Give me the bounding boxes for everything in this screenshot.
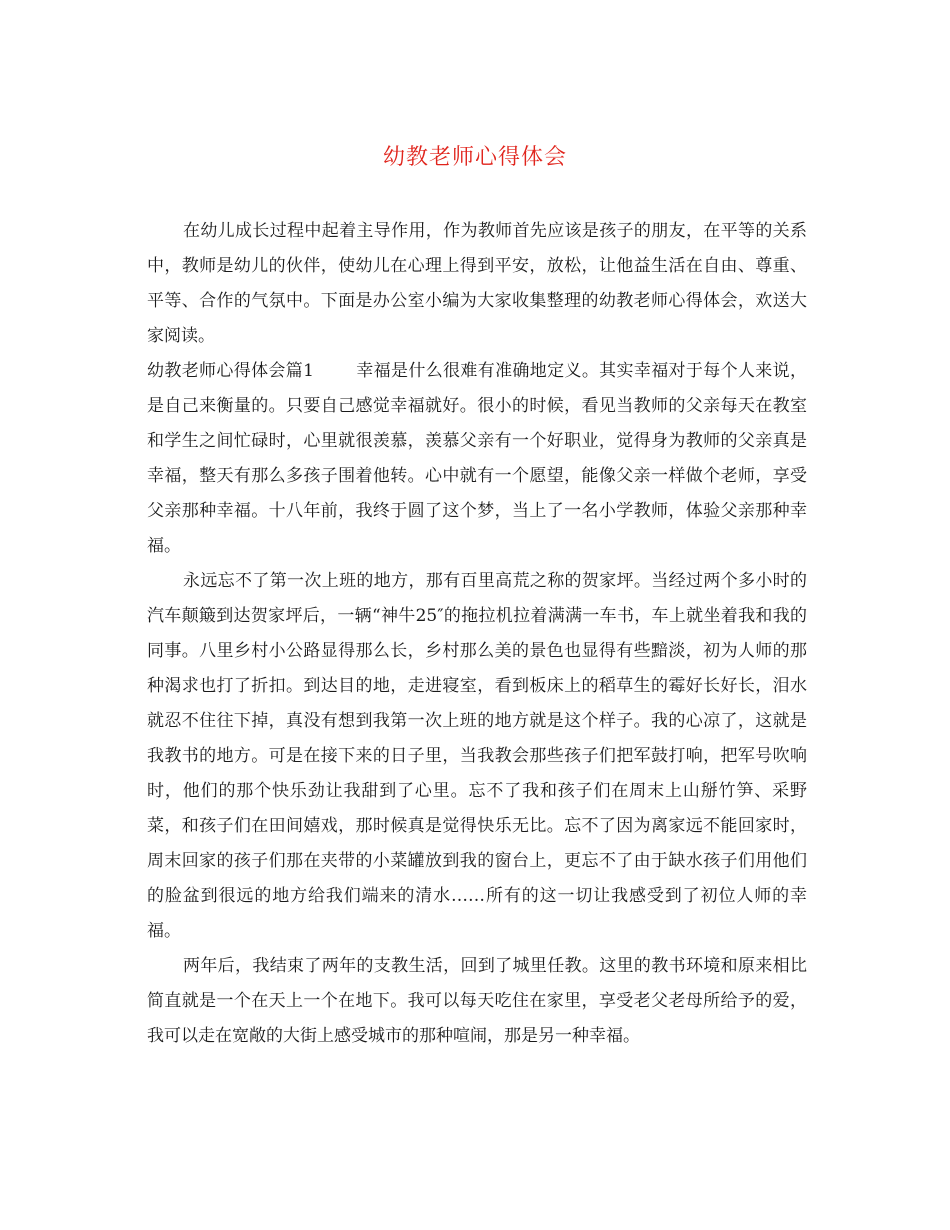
section-paragraph-1-text: 幸福是什么很难有准确地定义。其实幸福对于每个人来说，是自己来衡量的。只要自己感觉幸福就好。很小的时候，看见当教师的父亲每天在教室和学生之间忙碌时，心里就很羡慕，羡慕父亲有一个好职业，觉得身为教师的父亲真是幸福，整天有那么多孩子围着他转。心中就有一个愿望，能像父亲一样做个老师，享受父亲那种幸福。十八年前，我终于圆了这个梦，当上了一名小学教师，体验父亲那种幸福。 bbox=[147, 361, 807, 556]
paragraph-2: 永远忘不了第一次上班的地方，那有百里高荒之称的贺家坪。当经过两个多小时的汽车颠簸到达贺家坪后，一辆“神牛25″的拖拉机拉着满满一车书，车上就坐着我和我的同事。八里乡村小公路显得那么长，乡村那么美的景色也显得有些黯淡，初为人师的那种渴求也打了折扣。到达目的地，走进寝室，看到板床上的稻草生的霉好长好长，泪水就忍不住往下掉，真没有想到我第一次上班的地方就是这个样子。我的心凉了，这就是我教书的地方。可是在接下来的日子里，当我教会那些孩子们把军鼓打响，把军号吹响时，他们的那个快乐劲让我甜到了心里。忘不了我和孩子们在周末上山掰竹笋、采野菜，和孩子们在田间嬉戏，那时候真是觉得快乐无比。忘不了因为离家远不能回家时，周末回家的孩子们那在夹带的小菜罐放到我的窗台上，更忘不了由于缺水孩子们用他们的脸盆到很远的地方给我们端来的清水……所有的这一切让我感受到了初位人师的幸福。 bbox=[147, 571, 807, 941]
section-heading: 幼教老师心得体会篇1 bbox=[147, 361, 314, 381]
paragraph-3: 两年后，我结束了两年的支教生活，回到了城里任教。这里的教书环境和原来相比简直就是一个在天上一个在地下。我可以每天吃住在家里，享受老父老母所给予的爱，我可以走在宽敞的大街上感受城市的那种喧闹，那是另一种幸福。 bbox=[147, 956, 807, 1046]
section-paragraph-1 bbox=[147, 354, 807, 564]
document-title: 幼教老师心得体会 bbox=[382, 145, 567, 170]
document-body bbox=[147, 214, 807, 1054]
intro-paragraph: 在幼儿成长过程中起着主导作用，作为教师首先应该是孩子的朋友，在平等的关系中，教师是幼儿的伙伴，使幼儿在心理上得到平安，放松，让他益生活在自由、尊重、平等、合作的气氛中。下面是办公室小编为大家收集整理的幼教老师心得体会，欢送大家阅读。 bbox=[147, 221, 807, 346]
